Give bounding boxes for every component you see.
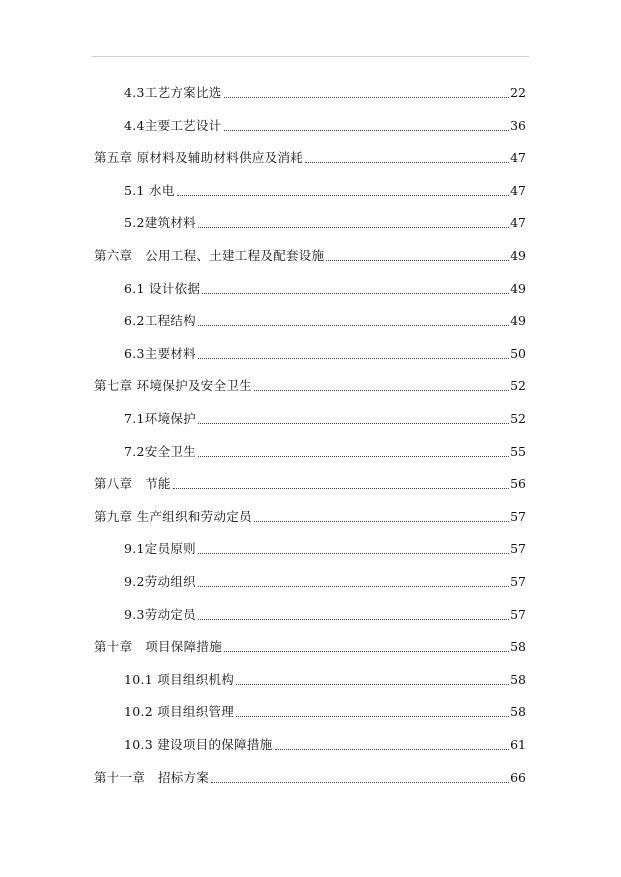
toc-entry-chapter-7[interactable] [94, 377, 526, 395]
toc-entry-page: 47 [510, 183, 526, 198]
toc-entry-title: 9.2劳动组织 [124, 574, 196, 589]
toc-entry-page: 55 [510, 444, 526, 459]
toc-leader-dots [198, 456, 509, 457]
toc-leader-dots [254, 521, 509, 522]
toc-leader-dots [275, 749, 510, 750]
toc-leader-dots [198, 325, 509, 326]
toc-entry-title: 6.3主要材料 [124, 346, 196, 361]
toc-entry-title: 第十一章 招标方案 [94, 770, 210, 785]
toc-entry-title: 第九章 生产组织和劳动定员 [94, 509, 252, 524]
toc-leader-dots [305, 162, 509, 163]
toc-entry-title: 第八章 节能 [94, 476, 171, 491]
toc-entry-page: 47 [510, 150, 526, 165]
toc-entry-title: 7.1环境保护 [124, 411, 196, 426]
toc-entry-chapter-6[interactable] [94, 247, 526, 265]
toc-leader-dots [198, 619, 509, 620]
toc-leader-dots [177, 195, 509, 196]
toc-entry-page: 22 [510, 85, 526, 100]
toc-entry-title: 9.3劳动定员 [124, 607, 196, 622]
toc-leader-dots [198, 423, 509, 424]
toc-entry-title: 9.1定员原则 [124, 541, 196, 556]
toc-entry-10-2[interactable] [124, 703, 526, 721]
toc-leader-dots [224, 97, 510, 98]
toc-entry-page: 58 [510, 672, 526, 687]
toc-entry-title: 7.2安全卫生 [124, 444, 196, 459]
toc-entry-7-2[interactable] [124, 443, 526, 461]
toc-entry-title: 6.2工程结构 [124, 313, 196, 328]
toc-entry-page: 58 [510, 639, 526, 654]
toc-entry-title: 5.1 水电 [124, 183, 175, 198]
toc-entry-title: 5.2建筑材料 [124, 215, 196, 230]
toc-entry-4-4[interactable] [124, 117, 526, 135]
toc-entry-page: 52 [510, 411, 526, 426]
toc-entry-chapter-11[interactable] [94, 769, 526, 787]
toc-entry-page: 57 [510, 607, 526, 622]
toc-leader-dots [236, 716, 509, 717]
toc-leader-dots [198, 227, 509, 228]
toc-entry-title: 10.1 项目组织机构 [124, 672, 235, 687]
toc-entry-title: 第七章 环境保护及安全卫生 [94, 378, 252, 393]
toc-entry-page: 49 [510, 248, 526, 263]
toc-entry-title: 10.3 建设项目的保障措施 [124, 737, 273, 752]
toc-leader-dots [211, 782, 509, 783]
toc-entry-title: 第六章 公用工程、土建工程及配套设施 [94, 248, 325, 263]
toc-leader-dots [173, 488, 509, 489]
toc-entry-page: 66 [510, 770, 526, 785]
toc-entry-5-1[interactable] [124, 182, 526, 200]
toc-entry-6-2[interactable] [124, 312, 526, 330]
toc-entry-page: 57 [510, 574, 526, 589]
toc-entry-9-1[interactable] [124, 540, 526, 558]
toc-entry-page: 56 [510, 476, 526, 491]
toc-entry-9-2[interactable] [124, 573, 526, 591]
toc-leader-dots [198, 553, 509, 554]
toc-entry-5-2[interactable] [124, 214, 526, 232]
toc-entry-title: 4.3工艺方案比选 [124, 85, 222, 100]
toc-entry-page: 57 [510, 541, 526, 556]
toc-entry-title: 第五章 原材料及辅助材料供应及消耗 [94, 150, 304, 165]
toc-entry-chapter-9[interactable] [94, 508, 526, 526]
toc-entry-page: 49 [510, 313, 526, 328]
toc-entry-page: 49 [510, 281, 526, 296]
toc-leader-dots [202, 293, 509, 294]
toc-entry-chapter-8[interactable] [94, 475, 526, 493]
toc-entry-title: 10.2 项目组织管理 [124, 704, 235, 719]
toc-entry-9-3[interactable] [124, 606, 526, 624]
toc-entry-6-3[interactable] [124, 345, 526, 363]
toc-entry-page: 61 [510, 737, 526, 752]
toc-leader-dots [236, 684, 509, 685]
toc-leader-dots [224, 130, 510, 131]
toc-entry-chapter-5[interactable] [94, 149, 526, 167]
toc-entry-title: 第十章 项目保障措施 [94, 639, 223, 654]
toc-entry-page: 58 [510, 704, 526, 719]
toc-entry-title: 4.4主要工艺设计 [124, 118, 222, 133]
toc-entry-10-1[interactable] [124, 671, 526, 689]
toc-entry-page: 47 [510, 215, 526, 230]
toc-entry-page: 50 [510, 346, 526, 361]
toc-entry-page: 52 [510, 378, 526, 393]
toc-entry-4-3[interactable] [124, 84, 526, 102]
toc-leader-dots [198, 358, 509, 359]
toc-leader-dots [254, 390, 509, 391]
toc-entry-6-1[interactable] [124, 280, 526, 298]
toc-entry-title: 6.1 设计依据 [124, 281, 201, 296]
toc-leader-dots [326, 260, 509, 261]
toc-entry-7-1[interactable] [124, 410, 526, 428]
toc-leader-dots [224, 651, 509, 652]
toc-entry-10-3[interactable] [124, 736, 526, 754]
toc-entry-page: 36 [510, 118, 526, 133]
toc-entry-page: 57 [510, 509, 526, 524]
toc-leader-dots [198, 586, 509, 587]
toc-entry-chapter-10[interactable] [94, 638, 526, 656]
